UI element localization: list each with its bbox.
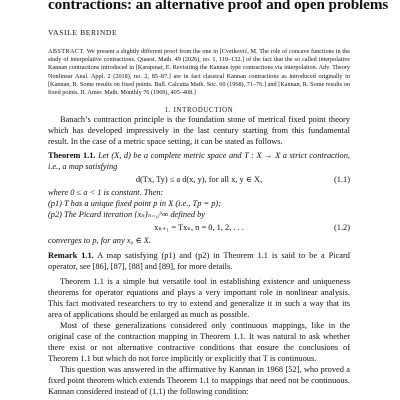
paragraph-3: Most of these generalizations considered only continuous mappings, like in the original case of the contraction mapping in Theorem 1.1. It was natural to ask whether there exist or not alternative contractive conditions that ensure the conclusions of Theorem 1.1 but which do not force implicitly or explicitly that T is continuous. (48, 321, 350, 364)
theorem-1-1 (48, 150, 350, 172)
remark-text: A map satisfying (p1) and (p2) in Theorem 1.1 is said to be a Picard operator, see [86], [87], [88] and [89], for more details. (48, 251, 350, 272)
equation-1-1-body: d(Tx, Ty) ≤ a d(x, y), for all x, y ∈ X, (135, 175, 263, 185)
body-text (48, 114, 350, 397)
equation-1-2 (48, 222, 350, 233)
abstract-label: ABSTRACT. (48, 48, 86, 55)
paragraph-4: This question was answered in the affirmative by Kannan in 1968 [52], who proved a fixed point theorem which extends Theorem 1.1 to mappings that need not be continuous. Kannan considered instead of (1.1) the following condition: (48, 365, 350, 397)
theorem-label: Theorem 1.1. (48, 151, 96, 161)
property-p1: (p1) T has a unique fixed point p in X (i.e., Tp = p); (48, 199, 221, 209)
theorem-statement: Let (X, d) be a complete metric space and T : X → X a strict contraction, i.e., a map satisfying (48, 151, 350, 172)
equation-1-2-number: (1.2) (333, 223, 350, 233)
abstract-text: We present a slightly different proof from the one in [Cvetković, M. The role of concave functions in the study of interpolative contractions. Quaest. Math. 49 (2026), no. 1, 119–132.] of the fact that the so called interpolative Kannan contractions introduced in [Karapınar, E. Revisiting the Kannan type contractions via interpolation. Adv. Theory Nonlinear Anal. Appl. 2 (2018), no. 2, 85–87.] are in fact classical Kannan contractions as introduced originally in [Kannan, R. Some results on fixed points. Bull. Calcutta Math. Soc. 60 (1968), 71–76.] and [Kannan, R. Some results on fixed points. II. Amer. Math. Monthly 76 (1969), 405–408.] (48, 48, 350, 97)
paper-title: contractions: an alternative proof and open problems (48, 0, 389, 13)
remark-label: Remark 1.1. (48, 251, 94, 261)
remark-1-1 (48, 250, 350, 272)
equation-1-1-number: (1.1) (333, 175, 350, 185)
author-name: VASILE BERINDE (48, 28, 118, 37)
section-heading: 1. INTRODUCTION (164, 107, 234, 115)
paragraph-2: Theorem 1.1 is a simple but versatile tool in establishing existence and uniqueness theorems for operator equations and plays a very important role in nonlinear analysis. This fact motivated researchers to try to extend and generalize it in such a way that its area of applications should be enlarged as much as possible. (48, 277, 350, 320)
equation-1-2-body: xₙ₊₁ = Txₙ, n = 0, 1, 2, . . . (154, 223, 244, 233)
where-clause: where 0 ≤ a < 1 is constant. Then: (48, 188, 164, 198)
intro-paragraph: Banach’s contraction principle is the foundation stone of metrical fixed point theory which has developed impressively in the last century starting from this fundamental result. In the case of a metric space setting, it can be stated as follows. (48, 115, 350, 147)
abstract (48, 48, 350, 97)
equation-1-1 (48, 174, 350, 185)
property-p2: (p2) The Picard iteration {xₙ}ₙ₌₀^∞ defined by (48, 210, 206, 220)
convergence-line: converges to p, for any x₀ ∈ X. (48, 236, 151, 246)
